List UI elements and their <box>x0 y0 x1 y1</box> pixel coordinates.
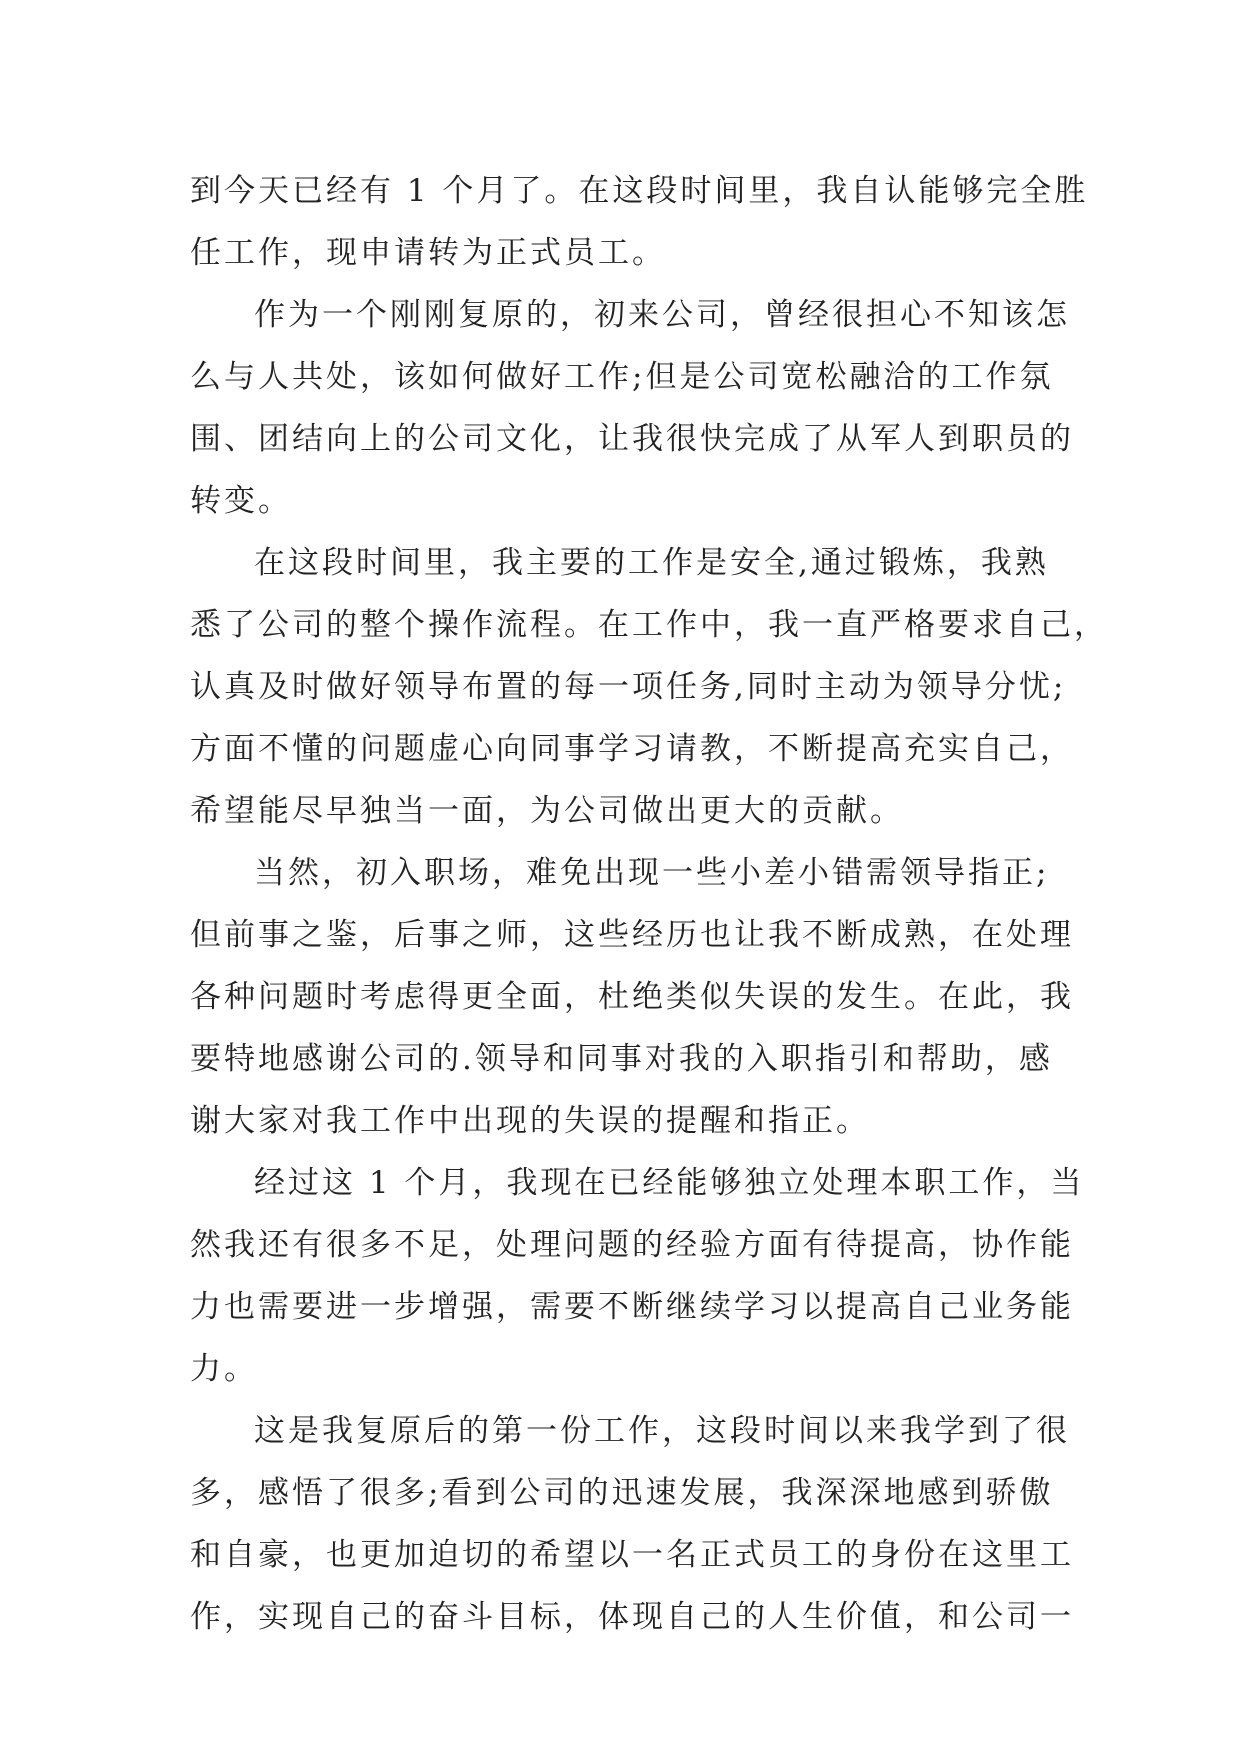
text-line: 然我还有很多不足，处理问题的经验方面有待提高，协作能 <box>190 1227 1074 1263</box>
text-line: 力。 <box>190 1351 258 1387</box>
text-line: 经过这 1 个月，我现在已经能够独立处理本职工作，当 <box>254 1165 1085 1201</box>
text-line: 围、团结向上的公司文化，让我很快完成了从军人到职员的 <box>190 421 1074 457</box>
text-line: 作，实现自己的奋斗目标，体现自己的人生价值，和公司一 <box>190 1599 1074 1635</box>
text-line: 各种问题时考虑得更全面，杜绝类似失误的发生。在此，我 <box>190 979 1074 1015</box>
text-line: 但前事之鉴，后事之师，这些经历也让我不断成熟，在处理 <box>190 917 1074 953</box>
text-line: 希望能尽早独当一面，为公司做出更大的贡献。 <box>190 793 904 829</box>
text-line: 在这段时间里，我主要的工作是安全,通过锻炼，我熟 <box>254 545 1049 581</box>
text-line: 么与人共处，该如何做好工作;但是公司宽松融洽的工作氛 <box>190 359 1054 395</box>
text-line: 力也需要进一步增强，需要不断继续学习以提高自己业务能 <box>190 1289 1074 1325</box>
text-line: 任工作，现申请转为正式员工。 <box>190 235 666 271</box>
text-line: 认真及时做好领导布置的每一项任务,同时主动为领导分忧; <box>190 669 1067 705</box>
text-line: 这是我复原后的第一份工作，这段时间以来我学到了很 <box>254 1413 1070 1449</box>
text-line: 要特地感谢公司的.领导和同事对我的入职指引和帮助，感 <box>190 1041 1053 1077</box>
text-line: 当然，初入职场，难免出现一些小差小错需领导指正; <box>254 855 1050 891</box>
document-body <box>190 160 1108 1648</box>
text-line: 方面不懂的问题虚心向同事学习请教，不断提高充实自己， <box>190 731 1074 767</box>
text-line: 到今天已经有 1 个月了。在这段时间里，我自认能够完全胜 <box>190 173 1089 209</box>
text-line: 作为一个刚刚复原的，初来公司，曾经很担心不知该怎 <box>254 297 1070 333</box>
text-line: 谢大家对我工作中出现的失误的提醒和指正。 <box>190 1103 870 1139</box>
text-line: 转变。 <box>190 483 292 519</box>
text-line: 和自豪，也更加迫切的希望以一名正式员工的身份在这里工 <box>190 1537 1074 1573</box>
text-line: 悉了公司的整个操作流程。在工作中，我一直严格要求自己， <box>190 607 1108 643</box>
text-line: 多，感悟了很多;看到公司的迅速发展，我深深地感到骄傲 <box>190 1475 1054 1511</box>
